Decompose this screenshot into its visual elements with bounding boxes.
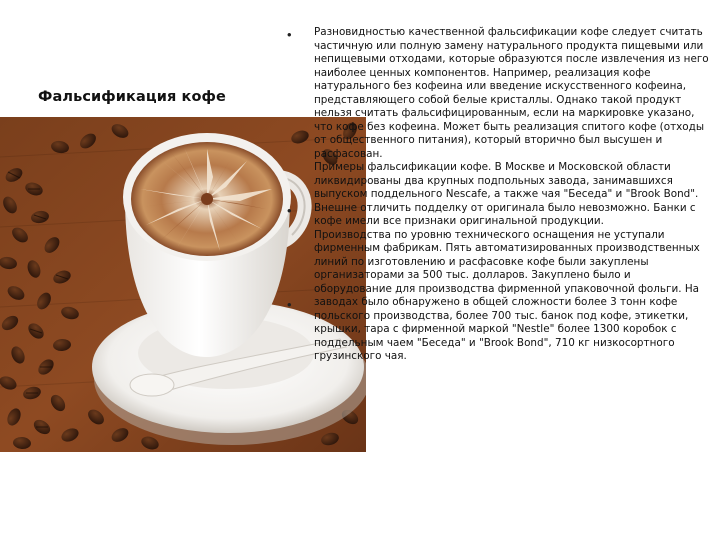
bullet-3: • (287, 297, 292, 312)
bullet-2: • (287, 203, 292, 218)
paragraph-1: Разновидностью качественной фальсификации кофе следует считать частичную или полную замену натурального продукта пищевыми или непищевыми отходами, которые образуются после извлечения из него наиболее ценных компонентов. Например, реализация кофе натурального без кофеина или введение искусственного кофеина, представляющего собой белые кристаллы. Однако такой продукт нельзя считать фальсифицированным, если на маркировке указано, что кофе без кофеина. Может быть реализация спитого кофе (отходы от общественного питания), который вторично был высушен и расфасован. (314, 26, 709, 160)
bullet-1: • (287, 27, 292, 42)
paragraph-3: Производства по уровню технического оснащения не уступали фирменным фабрикам. Пять автоматизированных производственных линий по изготовлению и расфасовке кофе были закуплены организаторами за 500 тыс. долларов. Закуплено было и оборудование для производства фирменной упаковочной фольги. На заводах было обнаружено в общей сложности более 3 тонн кофе польского производства, более 700 тыс. банок под кофе, этикетки, крышки, тара с фирменной маркой "Nestle" более 1300 коробок с поддельным чаем "Беседа" и "Brook Bond", 710 кг низкосортного грузинского чая. (314, 228, 700, 362)
slide-title: Фальсификация кофе (38, 89, 226, 105)
body-text (314, 26, 710, 364)
paragraph-2: Примеры фальсификации кофе. В Москве и Московской области ликвидированы два крупных подпольных завода, занимавшихся выпуском поддельного Nescafe, а также чая "Беседа" и "Brook Bond". Внешне отличить подделку от оригинала было невозможно. Банки с кофе имели все признаки оригинальной продукции. (314, 161, 699, 227)
coffee-photo (0, 117, 366, 452)
